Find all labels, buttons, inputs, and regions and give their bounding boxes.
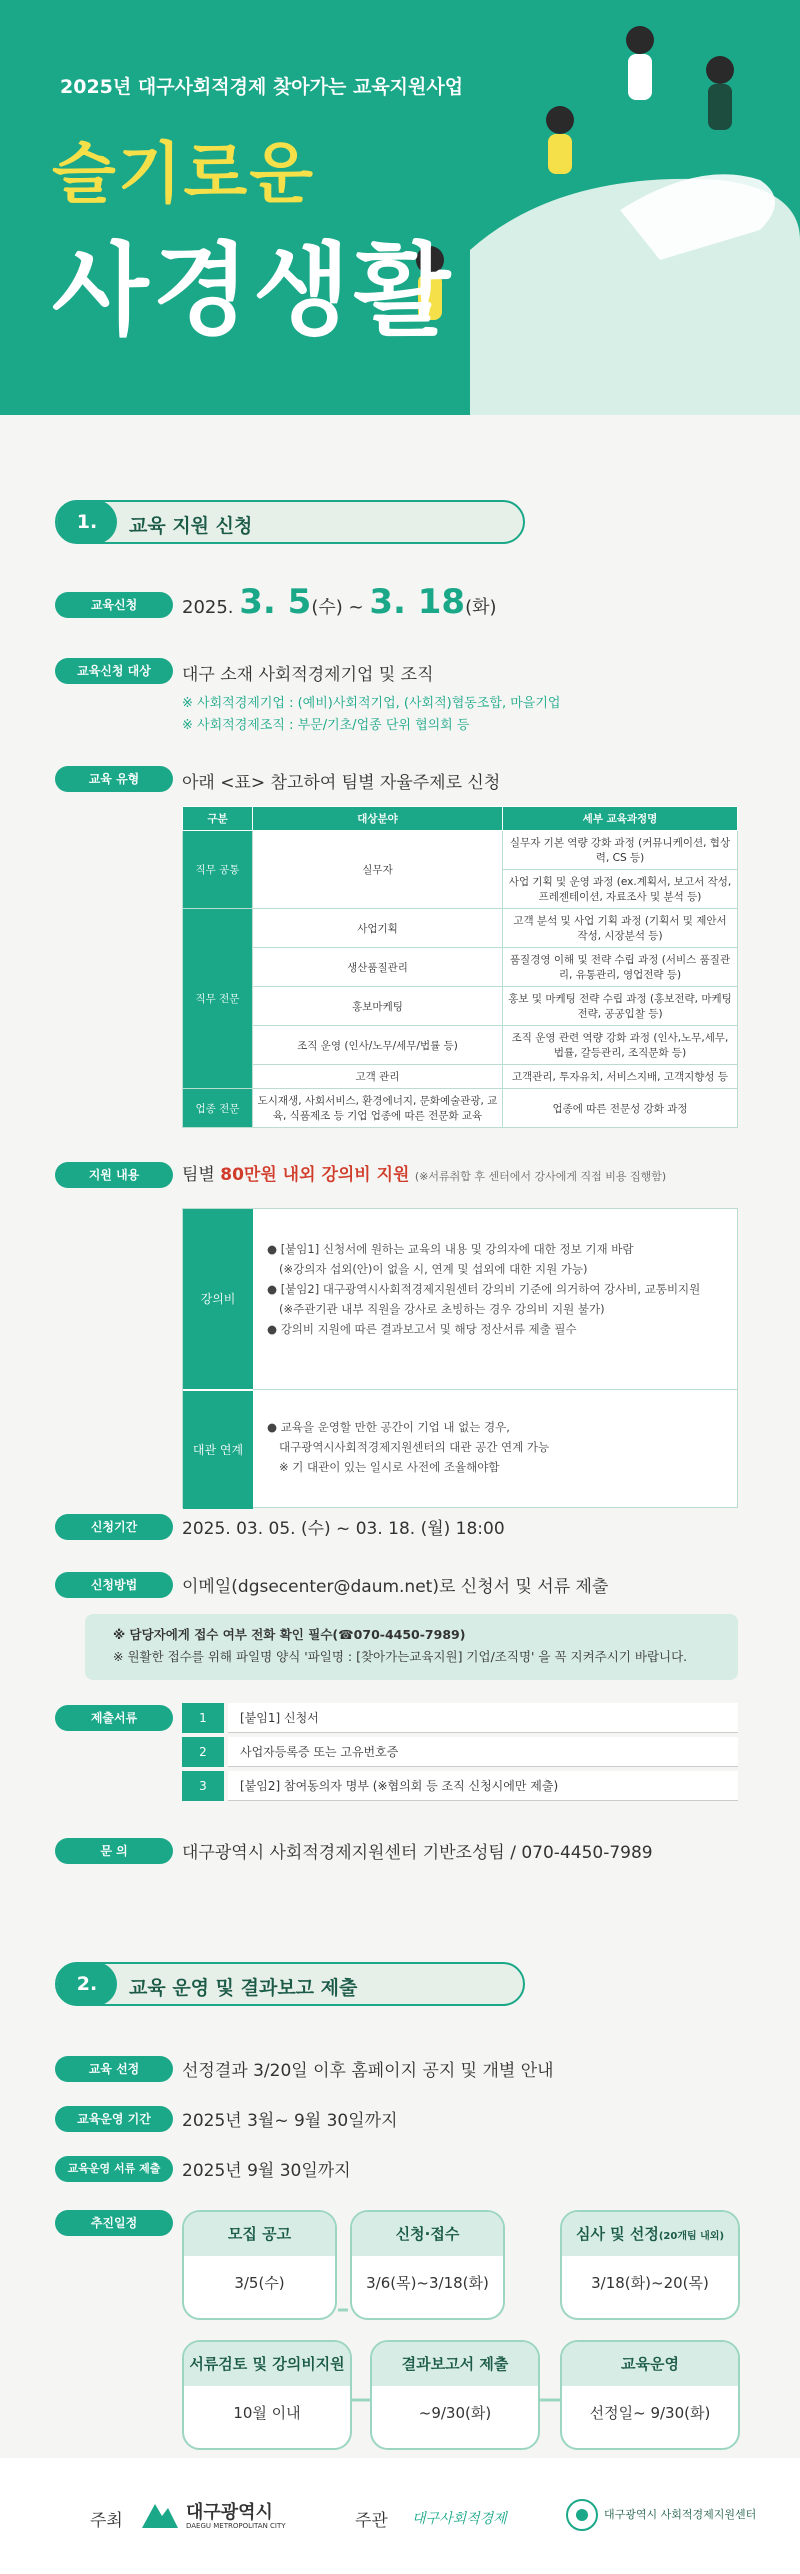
target-note-2: ※ 사회적경제조직 : 부문/기초/업종 단위 협의회 등: [182, 718, 470, 733]
venue-list: [267, 1417, 727, 1477]
table-header: 구분: [183, 807, 253, 831]
table-cell-detail: 고객관리, 투자유치, 서비스지배, 고객지향성 등: [503, 1065, 738, 1089]
table-cell-category: 직무 공통: [183, 831, 253, 909]
schedule-step: [560, 2210, 740, 2320]
host-label: 주최: [90, 2511, 123, 2531]
apply-year: 2025.: [182, 597, 234, 618]
host-name-en: DAEGU METROPOLITAN CITY: [186, 2522, 286, 2530]
step-date: 선정일~ 9/30(화): [589, 2404, 711, 2422]
target-tag: 교육신청 대상: [55, 658, 173, 684]
table-cell-field: 생산품질관리: [253, 948, 503, 987]
hero-title-line2: 사경생활: [52, 232, 455, 349]
contact-tag: 문 의: [55, 1838, 173, 1864]
apply-period-tag: 교육신청: [55, 592, 173, 618]
apply-start-dow: (수): [311, 597, 343, 618]
table-cell-field: 실무자: [253, 831, 503, 909]
apply-end-dow: (화): [465, 597, 497, 618]
selection-text: 선정결과 3/20일 이후 홈페이지 공지 및 개별 안내: [182, 2061, 554, 2081]
schedule-step: [560, 2340, 740, 2450]
table-cell-category: 직무 전문: [183, 909, 253, 1089]
table-cell-detail: 고객 분석 및 사업 기획 과정 (기획서 및 제안서 작성, 시장분석 등): [503, 909, 738, 948]
hero-subtitle: 2025년 대구사회적경제 찾아가는 교육지원사업: [60, 76, 464, 98]
doc-title: 사업자등록증 또는 고유번호증: [228, 1737, 738, 1767]
notice-line: ※ 원활한 접수를 위해 파일명 양식 '파일명 : [찾아가는교육지원] 기업/조직명' 을 꼭 지켜주시기 바랍니다.: [113, 1649, 688, 1664]
table-cell-detail: 조직 운영 관련 역량 강화 과정 (인사,노무,세무,법률, 갈등관리, 조직문화 등): [503, 1026, 738, 1065]
contact-text: 대구광역시 사회적경제지원센터 기반조성팀 / 070-4450-7989: [182, 1843, 653, 1863]
step-title: 결과보고서 제출: [372, 2342, 538, 2386]
list-item: ● [붙임1] 신청서에 원하는 교육의 내용 및 강의자에 대한 정보 기재 바람: [267, 1242, 634, 1256]
table-cell-category: 업종 전문: [183, 1089, 253, 1128]
op-period-text: 2025년 3월~ 9월 30일까지: [182, 2111, 398, 2131]
selection-tag: 교육 선정: [55, 2056, 173, 2082]
hero-title-line1: 슬기로운: [52, 135, 316, 212]
schedule-step: [350, 2210, 505, 2320]
support-tag: 지원 내용: [55, 1162, 173, 1188]
lecture-fee-label: 강의비: [183, 1209, 253, 1389]
documents-list: [182, 1703, 738, 1805]
divider: [253, 1389, 737, 1390]
schedule-step: [370, 2340, 540, 2450]
organizer-logo-text: 대구사회적경제: [412, 2511, 507, 2527]
lecture-fee-list: [267, 1239, 727, 1339]
support-note: (※서류취합 후 센터에서 강사에게 직접 비용 집행함): [414, 1170, 667, 1183]
table-cell-field: 사업기획: [253, 909, 503, 948]
table-cell-field: 홍보마케팅: [253, 987, 503, 1026]
support-detail-box: [182, 1208, 738, 1508]
step-date: ~9/30(화): [418, 2404, 492, 2422]
schedule-tag: 추진일정: [55, 2210, 173, 2236]
step-title: 교육운영: [562, 2342, 738, 2386]
notice-box: [85, 1614, 738, 1680]
doc-title: [붙임2] 참여동의자 명부 (※협의회 등 조직 신청시에만 제출): [228, 1771, 738, 1801]
center-name: 대구광역시 사회적경제지원센터: [604, 2508, 757, 2521]
footer: [0, 2458, 800, 2574]
step-date: 10월 이내: [233, 2404, 301, 2422]
method-text: 이메일(dgsecenter@daum.net)로 신청서 및 서류 제출: [182, 1577, 609, 1597]
target-text: 대구 소재 사회적경제기업 및 조직: [182, 665, 434, 685]
list-item: 대구광역시사회적경제지원센터의 대관 공간 연계 가능: [279, 1440, 550, 1454]
daegu-logo-icon: [140, 2500, 180, 2530]
list-item: ● 교육을 운영할 만한 공간이 기업 내 없는 경우,: [267, 1420, 510, 1434]
documents-tag: 제출서류: [55, 1705, 173, 1731]
section-number: 1.: [57, 500, 117, 544]
section-title: 교육 지원 신청: [129, 515, 253, 537]
list-item: ※ 기 대관이 있는 일시로 사전에 조율해야함: [279, 1460, 500, 1474]
step-date: 3/6(목)~3/18(화): [366, 2274, 489, 2292]
report-text: 2025년 9월 30일까지: [182, 2161, 351, 2181]
section-2-header: [55, 1962, 525, 2006]
apply-start-date: 3. 5: [239, 582, 312, 622]
center-logo-icon: [565, 2498, 599, 2532]
doc-number: 2: [182, 1737, 224, 1767]
venue-label: 대관 연계: [183, 1391, 253, 1509]
list-item: [182, 1737, 738, 1767]
support-amount: 80만원 내외 강의비 지원: [220, 1165, 410, 1185]
table-header: 대상분야: [253, 807, 503, 831]
host-name: 대구광역시: [186, 2502, 273, 2523]
doc-title: [붙임1] 신청서: [228, 1703, 738, 1733]
table-cell-detail: 사업 기획 및 운영 과정 (ex.계획서, 보고서 작성, 프레젠테이션, 자료조사 및 분석 등): [503, 870, 738, 909]
target-note-1: ※ 사회적경제기업 : (예비)사회적기업, (사회적)협동조합, 마을기업: [182, 696, 561, 711]
deadline-text: 2025. 03. 05. (수) ~ 03. 18. (월) 18:00: [182, 1519, 505, 1539]
list-item: [182, 1771, 738, 1801]
course-table: [182, 806, 738, 1128]
type-tag: 교육 유형: [55, 766, 173, 792]
list-item: (※강의자 섭외(안)이 없을 시, 연계 및 섭외에 대한 지원 가능): [279, 1262, 588, 1276]
step-date: 3/5(수): [234, 2274, 285, 2292]
support-headline: [182, 1160, 666, 1185]
section-number: 2.: [57, 1962, 117, 2006]
section-title: 교육 운영 및 결과보고 제출: [129, 1977, 358, 1999]
table-cell-detail: 홍보 및 마케팅 전략 수립 과정 (홍보전략, 마케팅 전략, 공공입찰 등): [503, 987, 738, 1026]
step-title: 모집 공고: [184, 2212, 335, 2256]
table-cell-field: 도시재생, 사회서비스, 환경에너지, 문화예술관광, 교육, 식품제조 등 기업 업종에 따른 전문화 교육: [253, 1089, 503, 1128]
section-1-header: [55, 500, 525, 544]
apply-period-value: [182, 582, 497, 622]
method-tag: 신청방법: [55, 1572, 173, 1598]
step-date: 3/18(화)~20(목): [591, 2274, 709, 2292]
table-header: 세부 교육과정명: [503, 807, 738, 831]
list-item: ● [붙임2] 대구광역시사회적경제지원센터 강의비 기준에 의거하여 강사비, 교통비지원: [267, 1282, 701, 1296]
table-cell-detail: 업종에 따른 전문성 강화 과정: [503, 1089, 738, 1128]
list-item: (※주관기관 내부 직원을 강사로 초빙하는 경우 강의비 지원 불가): [279, 1302, 605, 1316]
step-title-main: 심사 및 선정: [575, 2225, 659, 2243]
report-tag: 교육운영 서류 제출: [55, 2156, 173, 2182]
table-cell-detail: 품질경영 이해 및 전략 수립 과정 (서비스 품질관리, 유통관리, 영업전략 등): [503, 948, 738, 987]
list-item: ● 강의비 지원에 따른 결과보고서 및 해당 정산서류 제출 필수: [267, 1322, 577, 1336]
step-title-note: (20개팀 내외): [658, 2231, 725, 2242]
step-title: 신청·접수: [352, 2212, 503, 2256]
step-title: 서류검토 및 강의비지원: [184, 2342, 350, 2386]
notice-line: ※ 담당자에게 접수 여부 전화 확인 필수(☎070-4450-7989): [113, 1627, 466, 1642]
table-cell-field: 고객 관리: [253, 1065, 503, 1089]
table-cell-detail: 실무자 기본 역량 강화 과정 (커뮤니케이션, 협상력, CS 등): [503, 831, 738, 870]
organizer-label: 주관: [355, 2511, 388, 2531]
deadline-tag: 신청기간: [55, 1514, 173, 1540]
schedule-step: [182, 2210, 337, 2320]
step-title: [562, 2212, 738, 2256]
doc-number: 3: [182, 1771, 224, 1801]
list-item: [182, 1703, 738, 1733]
schedule-step: [182, 2340, 352, 2450]
hero-banner: [0, 0, 800, 415]
type-text: 아래 <표> 참고하여 팀별 자율주제로 신청: [182, 773, 501, 793]
table-cell-field: 조직 운영 (인사/노무/세무/법률 등): [253, 1026, 503, 1065]
apply-separator: ~: [348, 597, 364, 618]
support-lead: 팀별: [182, 1165, 215, 1185]
apply-end-date: 3. 18: [369, 582, 466, 622]
op-period-tag: 교육운영 기간: [55, 2106, 173, 2132]
doc-number: 1: [182, 1703, 224, 1733]
